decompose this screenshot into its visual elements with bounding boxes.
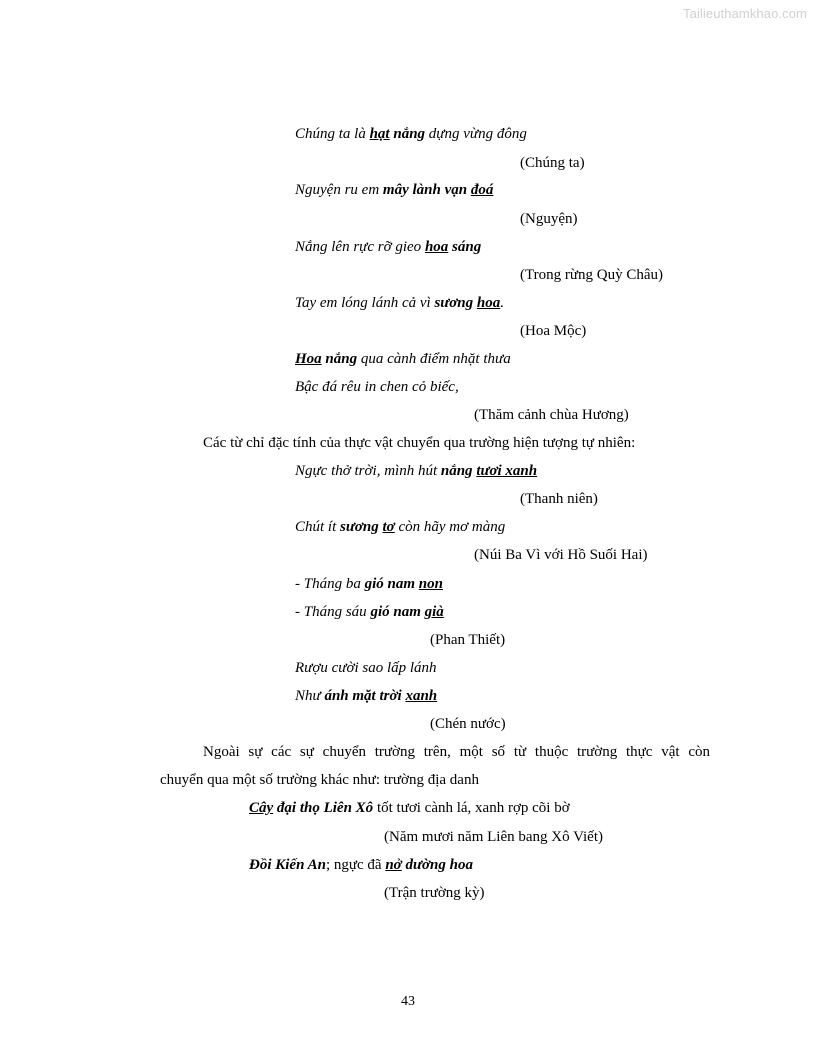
citation: (Thăm cảnh chùa Hương) bbox=[474, 407, 629, 423]
poem-line: Chúng ta là hạt nắng dựng vừng đông bbox=[295, 126, 527, 142]
citation: (Năm mươi năm Liên bang Xô Viết) bbox=[384, 829, 604, 845]
poem-line: Bậc đá rêu in chen cỏ biếc, bbox=[295, 379, 459, 395]
poem-line: Nắng lên rực rỡ gieo hoa sáng bbox=[295, 239, 482, 255]
citation: (Trong rừng Quỳ Châu) bbox=[520, 267, 663, 283]
citation: (Chúng ta) bbox=[520, 155, 585, 171]
poem-line: Rượu cười sao lấp lánh bbox=[295, 660, 437, 676]
watermark: Tailieuthamkhao.com bbox=[682, 6, 807, 21]
citation: (Trận trường kỳ) bbox=[384, 885, 485, 901]
poem-line: Tay em lóng lánh cả vì sương hoa. bbox=[295, 295, 504, 311]
citation: (Hoa Mộc) bbox=[520, 323, 587, 339]
citation: (Thanh niên) bbox=[520, 491, 598, 507]
poem-line: Nguyện ru em mây lành vạn đoá bbox=[295, 182, 494, 198]
poem-line: Đồi Kiến An; ngực đã nở dường hoa bbox=[249, 857, 473, 873]
page-number: 43 bbox=[401, 994, 415, 1009]
citation: (Núi Ba Vì với Hồ Suối Hai) bbox=[474, 547, 648, 563]
paragraph-line: Ngoài sự các sự chuyển trường trên, một số từ thuộc trường thực vật còn bbox=[203, 744, 710, 760]
paragraph-line: chuyển qua một số trường khác như: trường địa danh bbox=[160, 772, 479, 788]
paragraph-line: Các từ chỉ đặc tính của thực vật chuyển qua trường hiện tượng tự nhiên: bbox=[203, 435, 636, 451]
poem-line: Hoa nắng qua cành điểm nhặt thưa bbox=[295, 351, 511, 367]
poem-line: Ngực thở trời, mình hút nắng tươi xanh bbox=[295, 463, 538, 479]
citation: (Phan Thiết) bbox=[430, 632, 506, 648]
poem-line: - Tháng sáu gió nam già bbox=[295, 604, 444, 620]
poem-line: Cây đại thọ Liên Xô tốt tươi cành lá, xanh rợp cõi bờ bbox=[249, 800, 570, 816]
poem-line: - Tháng ba gió nam non bbox=[295, 576, 443, 592]
poem-line: Chút ít sương tơ còn hãy mơ màng bbox=[295, 519, 506, 535]
poem-line: Như ánh mặt trời xanh bbox=[295, 688, 438, 704]
citation: (Chén nước) bbox=[430, 716, 506, 732]
citation: (Nguyện) bbox=[520, 211, 578, 227]
